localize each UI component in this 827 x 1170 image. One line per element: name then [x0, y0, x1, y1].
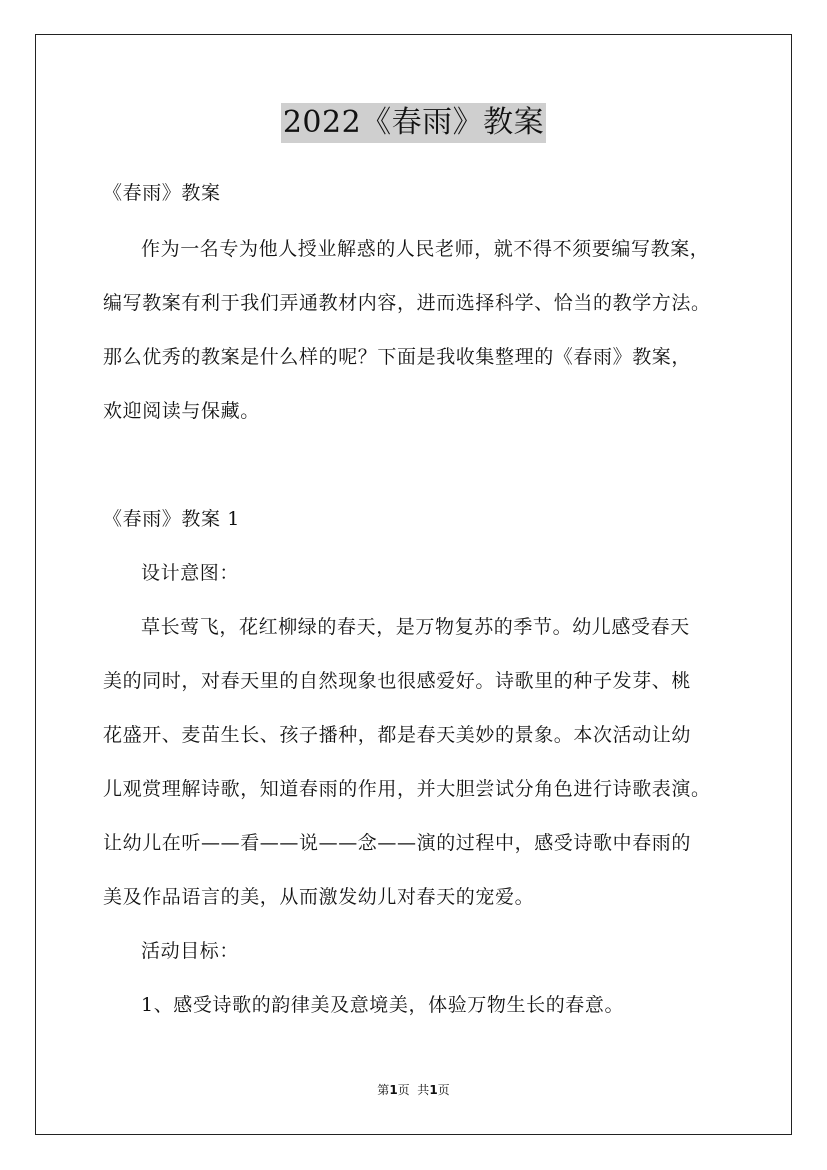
- design-line-3: 花盛开、麦苗生长、孩子播种，都是春天美妙的景象。本次活动让幼: [103, 724, 692, 746]
- footer-page-total: 1: [429, 1083, 438, 1097]
- design-line-1: 草长莺飞，花红柳绿的春天，是万物复苏的季节。幼儿感受春天: [141, 616, 690, 638]
- design-line-5: 让幼儿在听——看——说——念——演的过程中，感受诗歌中春雨的: [103, 832, 692, 854]
- design-line-4: 儿观赏理解诗歌，知道春雨的作用，并大胆尝试分角色进行诗歌表演。: [103, 778, 711, 800]
- lesson-heading: 《春雨》教案 1: [103, 508, 240, 530]
- intro-line-2: 编写教案有利于我们弄通教材内容，进而选择科学、恰当的教学方法。: [103, 292, 711, 314]
- goal-item-1: 1、感受诗歌的韵律美及意境美，体验万物生长的春意。: [141, 994, 625, 1016]
- footer-page-mid: 页 共: [397, 1083, 430, 1097]
- goal-label: 活动目标：: [141, 940, 240, 962]
- footer-page-suffix: 页: [437, 1083, 450, 1097]
- footer-page-current: 1: [389, 1083, 398, 1097]
- intro-line-1: 作为一名专为他人授业解惑的人民老师，就不得不须要编写教案，: [141, 238, 710, 260]
- section-heading: 《春雨》教案: [103, 182, 221, 204]
- intro-line-3: 那么优秀的教案是什么样的呢？下面是我收集整理的《春雨》教案，: [103, 346, 692, 368]
- design-label: 设计意图：: [141, 562, 240, 584]
- design-line-2: 美的同时，对春天里的自然现象也很感爱好。诗歌里的种子发芽、桃: [103, 670, 692, 692]
- document-title: 2022《春雨》教案: [281, 103, 546, 143]
- intro-line-4: 欢迎阅读与保藏。: [103, 400, 260, 422]
- page-footer: [0, 1082, 827, 1098]
- footer-page-prefix: 第: [377, 1083, 390, 1097]
- title-container: [0, 103, 827, 143]
- design-line-6: 美及作品语言的美，从而激发幼儿对春天的宠爱。: [103, 886, 535, 908]
